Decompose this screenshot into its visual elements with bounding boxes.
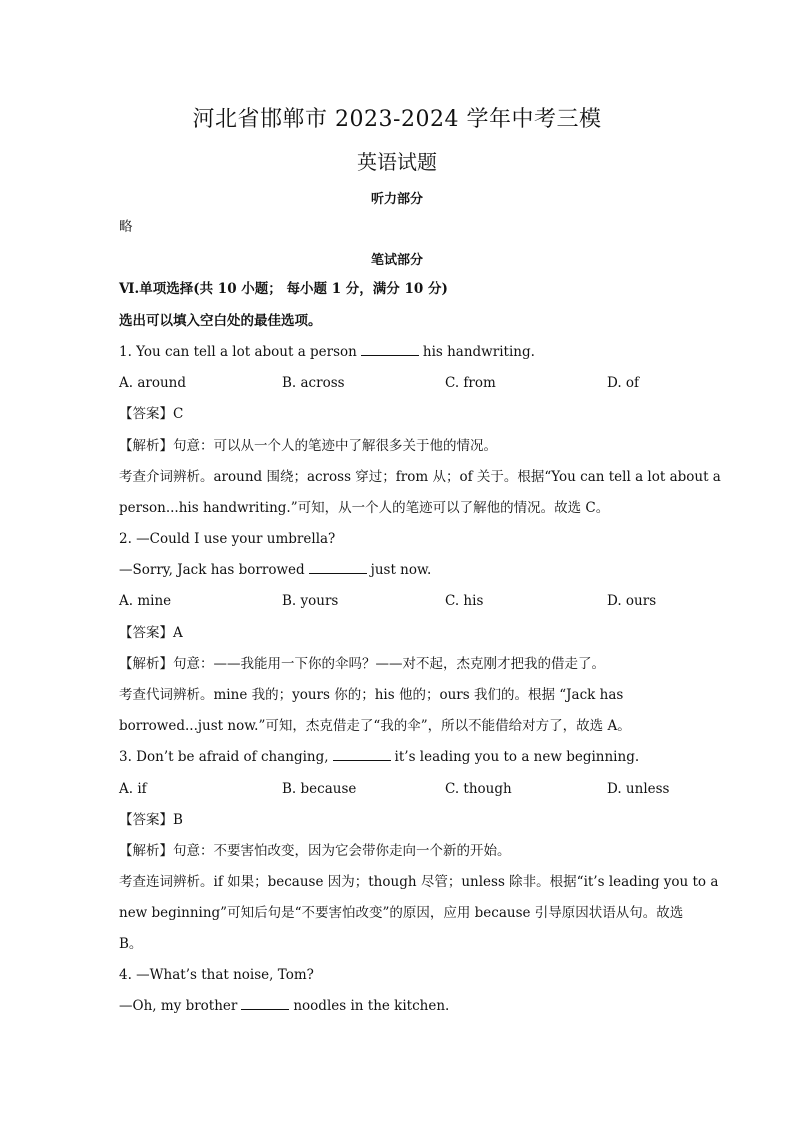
section-instruction: 选出可以填入空白处的最佳选项。 <box>119 313 322 329</box>
stem-text: —Oh, my brother <box>119 998 238 1014</box>
stem-text: 3. Don’t be afraid of changing, <box>119 749 329 765</box>
stem-text: just now. <box>370 562 432 578</box>
analysis-line: 【解析】句意：可以从一个人的笔迹中了解很多关于他的情况。 <box>119 438 497 454</box>
analysis-line: 考查代词辨析。mine 我的；yours 你的；his 他的；ours 我们的。根据 “Jack has <box>119 687 624 703</box>
option-a: A. if <box>119 781 147 797</box>
analysis-line: B。 <box>119 936 143 952</box>
section-heading: Ⅵ.单项选择(共 10 小题； 每小题 1 分，满分 10 分) <box>119 281 448 297</box>
option-d: D. unless <box>607 781 670 797</box>
answer-blank <box>333 748 391 761</box>
document-title: 河北省邯郸市 2023-2024 学年中考三模 <box>192 107 602 132</box>
stem-text: it’s leading you to a new beginning. <box>394 749 640 765</box>
question-stem <box>119 343 535 361</box>
option-c: C. from <box>445 375 496 391</box>
document-subtitle: 英语试题 <box>357 150 437 174</box>
option-b: B. because <box>282 781 357 797</box>
question-stem: 2. —Could I use your umbrella? <box>119 531 336 547</box>
question-stem: 4. —What’s that noise, Tom? <box>119 967 314 983</box>
stem-text: —Sorry, Jack has borrowed <box>119 562 305 578</box>
option-d: D. ours <box>607 593 657 609</box>
option-c: C. his <box>445 593 484 609</box>
analysis-line: 考查连词辨析。if 如果；because 因为；though 尽管；unless 除非。根据“it’s leading you to a <box>119 874 719 890</box>
answer-blank <box>241 997 289 1010</box>
stem-text: his handwriting. <box>422 344 535 360</box>
option-d: D. of <box>607 375 640 391</box>
answer-blank <box>309 561 367 574</box>
question-stem <box>119 748 639 766</box>
answer-line: 【答案】A <box>119 625 183 641</box>
option-a: A. mine <box>119 593 172 609</box>
answer-line: 【答案】C <box>119 406 184 422</box>
analysis-line: person...his handwriting.”可知，从一个人的笔迹可以了解他的情况。故选 C。 <box>119 500 610 516</box>
stem-text: 1. You can tell a lot about a person <box>119 344 357 360</box>
analysis-line: 考查介词辨析。around 围绕；across 穿过；from 从；of 关于。根据“You can tell a lot about a <box>119 469 721 485</box>
analysis-line: new beginning”可知后句是“不要害怕改变”的原因，应用 because 引导原因状语从句。故选 <box>119 905 684 921</box>
analysis-line: borrowed...just now.”可知，杰克借走了“我的伞”，所以不能借给对方了，故选 A。 <box>119 718 631 734</box>
answer-blank <box>361 343 419 356</box>
option-b: B. yours <box>282 593 339 609</box>
analysis-line: 【解析】句意：不要害怕改变，因为它会带你走向一个新的开始。 <box>119 843 511 859</box>
listening-section-heading: 听力部分 <box>370 192 423 207</box>
option-a: A. around <box>119 375 186 391</box>
answer-line: 【答案】B <box>119 812 183 828</box>
question-stem <box>119 997 449 1015</box>
analysis-line: 【解析】句意：——我能用一下你的伞吗？——对不起，杰克刚才把我的借走了。 <box>119 656 605 672</box>
question-stem <box>119 561 431 579</box>
stem-text: noodles in the kitchen. <box>293 998 450 1014</box>
listening-note: 略 <box>119 219 133 235</box>
written-section-heading: 笔试部分 <box>370 253 423 268</box>
option-b: B. across <box>282 375 345 391</box>
option-c: C. though <box>445 781 512 797</box>
